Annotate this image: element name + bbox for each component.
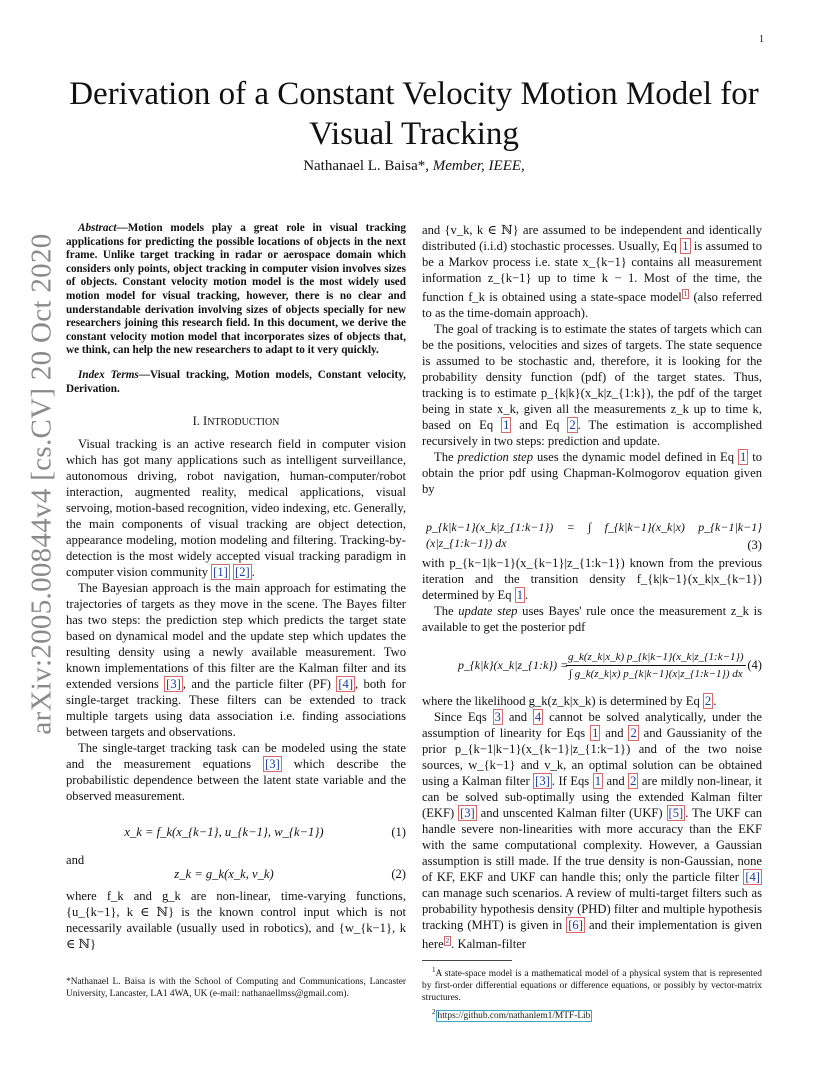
equation-link[interactable]: 3 bbox=[494, 710, 501, 725]
equation-link[interactable]: 4 bbox=[534, 710, 542, 725]
left-column bbox=[66, 222, 406, 952]
right-paragraph-3: The prediction step uses the dynamic model defined in Eq 1 to obtain the prior pdf using Chapman-Kolmogorov equation given by bbox=[422, 450, 763, 497]
equation-link[interactable]: 2 bbox=[704, 694, 712, 709]
after-equation-2: where f_k and g_k are non-linear, time-varying functions, {u_{k−1}, k ∈ ℕ} is the known control input which is not necessarily available (usually used in robotics), and {w_{k−1}, k ∈ ℕ} bbox=[66, 889, 406, 952]
equation-3: p_{k|k−1}(x_k|z_{1:k−1}) = ∫ f_{k|k−1}(x_k|x) p_{k−1|k−1}(x|z_{1:k−1}) dx (3) bbox=[426, 520, 762, 553]
abstract: Abstract—Motion models play a great role in visual tracking applications for predicting the possible locations of objects in the next frame. Unlike target tracking in radar or aerospace domain which considers only points, object tracking in computer vision involves sizes of objects. Constant velocity motion model is the most widely used motion model for visual tracking, however, there is no clear and understandable derivation involving sizes of objects specially for new researchers joining this research field. In this document, we derive the constant velocity motion model that incorporates sizes of objects that, we think, can help the new researchers to adapt to it very quickly. bbox=[66, 222, 406, 357]
equation-2: z_k = g_k(x_k, v_k) (2) bbox=[174, 867, 406, 882]
right-column bbox=[422, 222, 762, 952]
equation-link[interactable]: 1 bbox=[503, 418, 510, 433]
equation-1: x_k = f_k(x_{k−1}, u_{k−1}, w_{k−1}) (1) bbox=[124, 825, 406, 840]
citation-link[interactable]: [4] bbox=[338, 677, 354, 692]
page-number: 1 bbox=[759, 34, 764, 45]
citation-link[interactable]: [3] bbox=[166, 677, 181, 692]
after-equation-3: with p_{k−1|k−1}(x_{k−1}|z_{1:k−1}) known from the previous iteration and the transition density f_{k|k−1}(x_k|x_{k−1}) determined by Eq 1 . bbox=[422, 556, 762, 603]
citation-link[interactable]: [6] bbox=[568, 918, 583, 933]
intro-paragraph-1: Visual tracking is an active research field in computer vision which has got many applications such as intelligent surveillance, autonomous driving, robot navigation, human-computer/robot interaction, augmented reality, medical applications, visual servoing, motion-based recognition, video indexing, etc. Generally, the main components of visual tracking are object detection, appearance modeling, motion modeling and filtering. Tracking-by-detection is the most widely accepted visual tracking paradigm in computer vision community [1] [2] . bbox=[66, 437, 406, 580]
after-equation-4: where the likelihood g_k(z_k|x_k) is determined by Eq 2 . bbox=[422, 694, 717, 709]
equation-link[interactable]: 1 bbox=[739, 450, 747, 465]
author-membership: Member, IEEE, bbox=[432, 158, 525, 174]
equation-link[interactable]: 2 bbox=[569, 418, 576, 433]
intro-paragraph-2: The Bayesian approach is the main approach for estimating the trajectories of targets as they move in the scene. The Bayes filter has two steps: the prediction step which predicts the target state based on dynamical model and the update step which updates the resulting density using a newly available measurement. Two known implementations of this filter are the Kalman filter and its extended versions [3] , and the particle filter (PF) [4] , both for single-target tracking. These filters can be extended to track multiple targets using data association i.e. finding associations between targets and observations. bbox=[66, 581, 406, 740]
abstract-label: Abstract bbox=[78, 222, 117, 234]
footnotes bbox=[422, 960, 762, 1024]
equation-4-fraction: $\frac{g\_k(z\_k|x\_k) p\_\{k|k-1\}(x\_k|z\_\{1:k-1\})}{\int g\_k(z\_k|x) p\_\{k|k-1\}(x|z\_\{1:k-1\}) dx}$ bbox=[568, 651, 744, 681]
equation-link[interactable]: 1 bbox=[516, 588, 523, 603]
right-paragraph-4: The update step uses Bayes' rule once the measurement z_k is available to get the posterior pdf bbox=[422, 604, 762, 635]
and-text: and bbox=[66, 853, 85, 868]
footnote-rule bbox=[422, 960, 512, 961]
footnote-link[interactable]: 2 bbox=[445, 937, 450, 946]
equation-link[interactable]: 2 bbox=[630, 726, 637, 741]
intro-paragraph-3: The single-target tracking task can be modeled using the state and the measurement equations [3] which describe the probabilistic dependence between the latent state variable and the observed measurement. bbox=[66, 741, 406, 804]
right-paragraph-5: Since Eqs 3 and 4 cannot be solved analytically, under the assumption of linearity for Eqs 1 and 2 and Gaussianity of the prior p_{k−1|k−1}(x_{k−1}|z_{1:k−1}) and of the two noise sources, w_{k−1} and v_k, an optimal solution can be obtained using a Kalman filter [3] . If Eqs 1 and 2 are mildly non-linear, it can be solved sub-optimally using the extended Kalman filter (EKF) [3] and unscented Kalman filter (UKF) [5] . The UKF can handle severe non-linearities with more accuracy than the EKF with the same computational complexity. However, a Gaussian assumption is still made. If the true density is non-Gaussian, none of KF, EKF and UKF can handle this; only the particle filter [4] can manage such scenarios. A review of multi-target filters such as probability hypothesis density (PHD) filter and multiple hypothesis tracking (MHT) is given in [6] and their implementation is given here $^2$ . Kalman-filter bbox=[422, 710, 763, 952]
index-terms-label: Index Terms bbox=[78, 368, 139, 381]
equation-link[interactable]: 1 bbox=[592, 726, 599, 741]
section-heading: I. INTRODUCTION bbox=[192, 414, 280, 429]
author-line bbox=[60, 158, 768, 175]
citation-link[interactable]: [5] bbox=[668, 806, 684, 821]
citation-link[interactable]: [3] bbox=[265, 757, 280, 772]
equation-link[interactable]: 2 bbox=[630, 774, 637, 789]
arxiv-stamp[interactable] bbox=[20, 233, 64, 735]
citation-link[interactable]: [2] bbox=[235, 565, 250, 580]
paper-title: Derivation of a Constant Velocity Motion Model for Visual Tracking bbox=[69, 76, 759, 152]
right-paragraph-2: The goal of tracking is to estimate the states of targets which can be the positions, velocities and sizes of targets. The state sequence is assumed to be stochastic and, therefore, it is looking for the probability density function (pdf) of the target states. Thus, tracking is to estimate p_{k|k}(x_k|z_{1:k}), the pdf of the target being in state x_k, given all the measurements z_k up to time k, based on Eq 1 and Eq 2 . The estimation is accomplished recursively in two steps: prediction and update. bbox=[422, 322, 763, 449]
arxiv-stamp-text: arXiv:2005.00844v4 [cs.CV] 20 Oct 2020 bbox=[25, 233, 58, 735]
author-footnote: *Nathanael L. Baisa is with the School of Computing and Communications, Lancaster University, Lancaster, LA1 4WA, UK (e-mail: nathanaellmss@gmail.com). bbox=[66, 977, 406, 999]
index-terms: Index Terms—Visual tracking, Motion models, Constant velocity, Derivation. bbox=[66, 368, 406, 395]
citation-link[interactable]: [1] bbox=[213, 565, 228, 580]
author-name: Nathanael L. Baisa*, bbox=[303, 158, 433, 174]
github-link[interactable]: https://github.com/nathanlem1/MTF-Lib bbox=[437, 1011, 591, 1022]
footnote-2: $^2$ https://github.com/nathanlem1/MTF-Lib bbox=[432, 1008, 591, 1022]
footnote-link[interactable]: 1 bbox=[683, 290, 688, 298]
footnote-1: $^1$A state-space model is a mathematical model of a physical system that is represented by first-order differential equations or difference equations, or possibly by vector-matrix structures. bbox=[422, 966, 762, 1004]
equation-link[interactable]: 1 bbox=[594, 774, 601, 789]
equation-4: p_{k|k}(x_k|z_{1:k}) = $\frac{g\_k(z\_k|x\_k) p\_\{k|k-1\}(x\_k|z\_\{1:k-1\})}{\int g\_k(z\_k|x) p\_\{k|k-1\}(x|z\_\{1:k-1\}) dx}$ (4) bbox=[458, 651, 762, 681]
citation-link[interactable]: [4] bbox=[745, 870, 760, 885]
equation-link[interactable]: 1 bbox=[682, 239, 689, 253]
right-paragraph-1: and {v_k, k ∈ ℕ} are assumed to be independent and identically distributed (i.i.d) stochastic processes. Usually, Eq 1 is assumed to be a Markov process i.e. state x_{k−1} contains all measurement information z_{k−1} up to time k − 1. Most of the time, the function f_k is obtained using a state-space model $^1$ (also referred to as the time-domain approach). bbox=[422, 223, 763, 321]
citation-link[interactable]: [3] bbox=[535, 774, 550, 789]
citation-link[interactable]: [3] bbox=[460, 806, 475, 821]
